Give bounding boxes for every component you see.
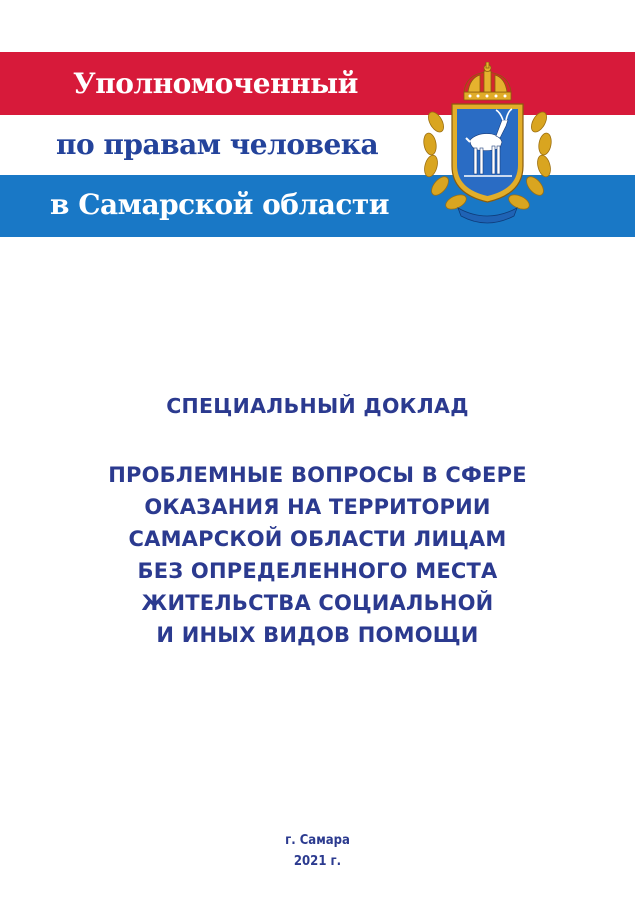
report-title-line: И ИНЫХ ВИДОВ ПОМОЩИ [156,623,479,647]
report-title-line: САМАРСКОЙ ОБЛАСТИ ЛИЦАМ [128,527,507,551]
report-title [0,459,635,651]
header-line-1: Уполномоченный [73,67,358,100]
header-line-3: в Самарской области [50,188,390,221]
report-title-line: ОКАЗАНИЯ НА ТЕРРИТОРИИ [144,495,491,519]
header-line-2: по правам человека [56,128,379,161]
report-title-line: ЖИТЕЛЬСТВА СОЦИАЛЬНОЙ [141,591,494,615]
samara-coat-of-arms-icon [420,62,555,227]
report-title-line: БЕЗ ОПРЕДЕЛЕННОГО МЕСТА [137,559,498,583]
report-type: СПЕЦИАЛЬНЫЙ ДОКЛАД [166,394,469,418]
report-title-line: ПРОБЛЕМНЫЕ ВОПРОСЫ В СФЕРЕ [108,463,527,487]
publication-city: г. Самара [285,833,350,848]
publication-year: 2021 г. [293,854,342,869]
